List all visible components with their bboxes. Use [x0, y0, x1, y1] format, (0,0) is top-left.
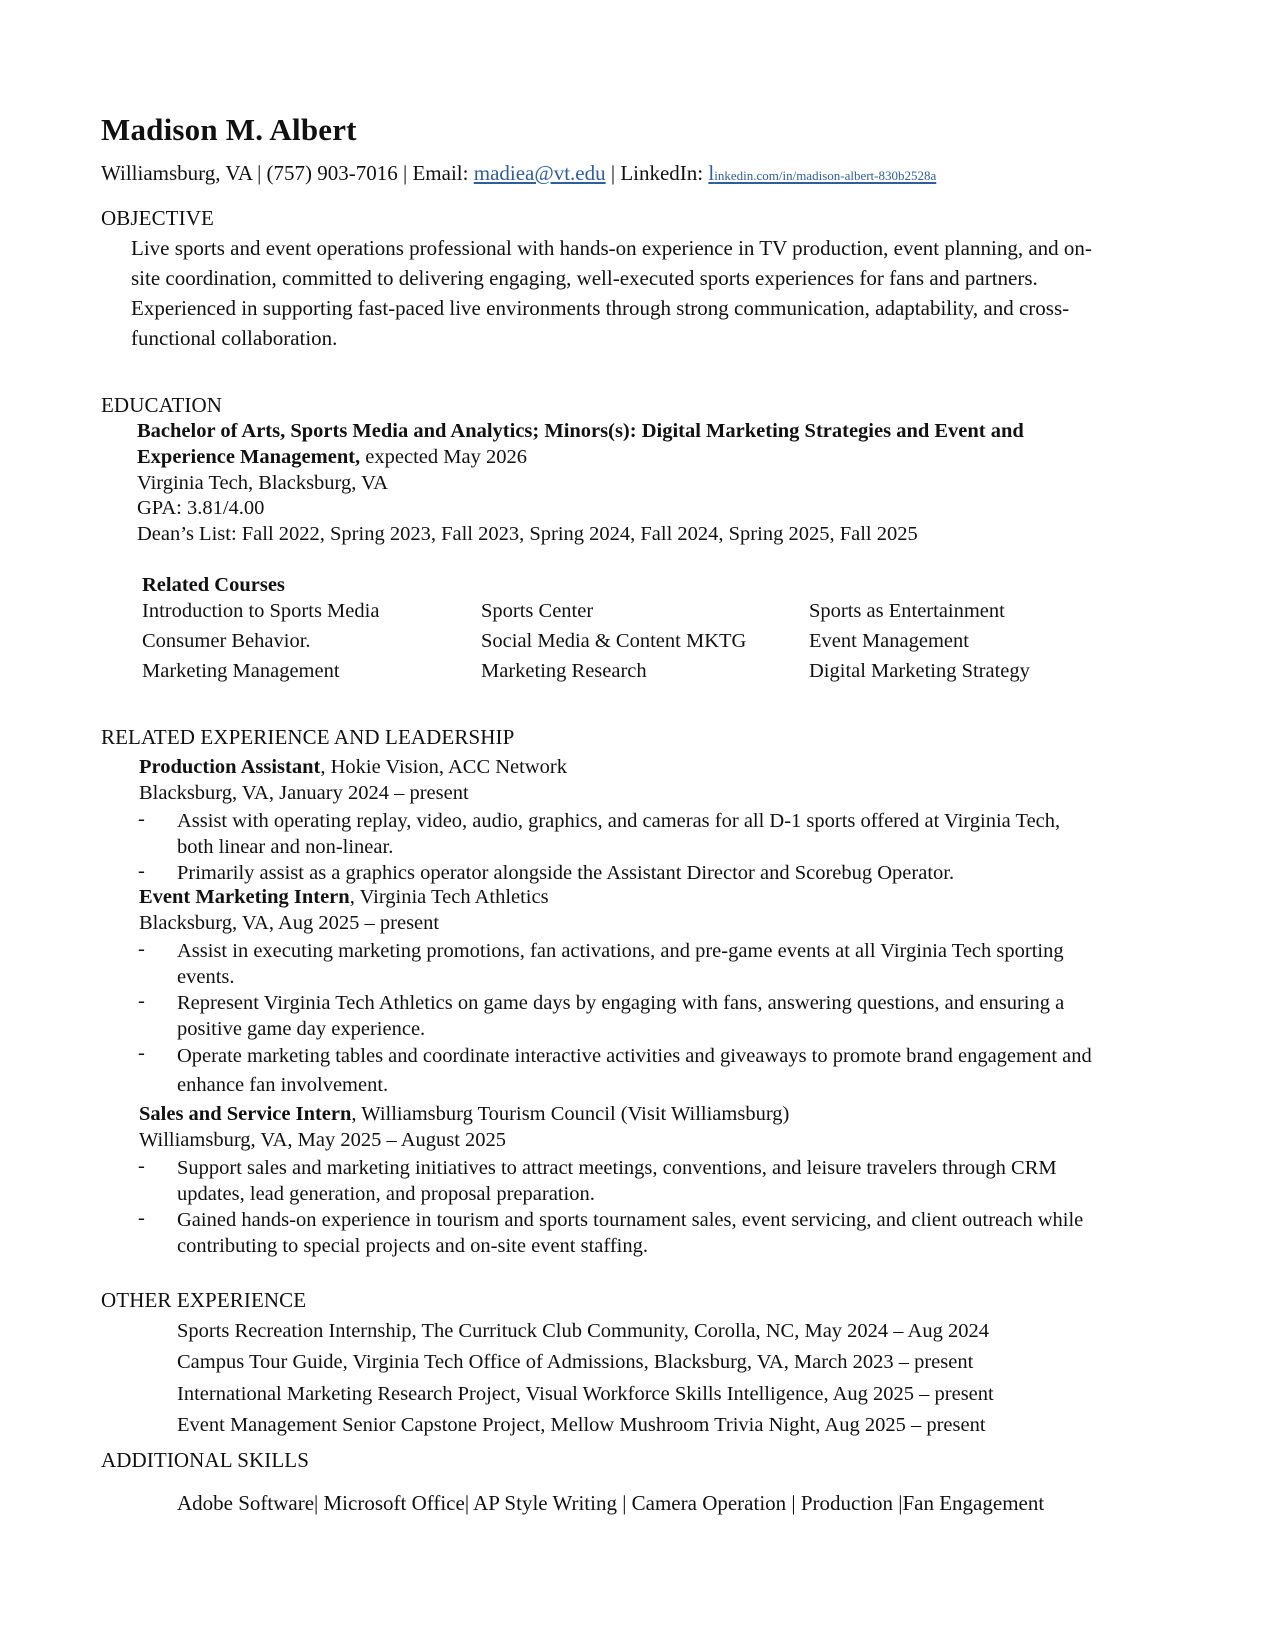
course-item: Consumer Behavior. — [142, 630, 311, 652]
job-title-line — [139, 1103, 789, 1126]
bullet-item — [177, 990, 1187, 1042]
other-experience-heading: OTHER EXPERIENCE — [101, 1288, 307, 1312]
resume-name: Madison M. Albert — [101, 112, 357, 147]
objective-line: functional collaboration. — [131, 326, 338, 350]
bullet-item — [177, 1042, 1187, 1100]
course-item: Sports as Entertainment — [809, 600, 1005, 622]
job-title-line — [139, 886, 549, 909]
school-line: Virginia Tech, Blacksburg, VA — [137, 472, 389, 494]
contact-prefix: Williamsburg, VA | (757) 903-7016 | Email: — [101, 161, 474, 185]
degree-expected: expected May 2026 — [360, 446, 527, 468]
course-item: Introduction to Sports Media — [142, 600, 380, 622]
course-item: Marketing Management — [142, 660, 340, 682]
bullet-item — [177, 860, 1187, 886]
courses-heading: Related Courses — [142, 574, 285, 596]
bullet-line: Support sales and marketing initiatives to attract meetings, conventions, and leisure travelers through CRM — [177, 1157, 1057, 1179]
job-title-line — [139, 756, 567, 779]
job-org: , Hokie Vision, ACC Network — [320, 756, 567, 778]
bullet-line: enhance fan involvement. — [177, 1074, 389, 1096]
job-title: Event Marketing Intern — [139, 886, 350, 908]
bullet-dash: - — [138, 860, 145, 882]
gpa-line: GPA: 3.81/4.00 — [137, 497, 265, 519]
course-item: Digital Marketing Strategy — [809, 660, 1030, 682]
bullet-dash: - — [138, 1207, 145, 1229]
other-experience-item: International Marketing Research Project, Visual Workforce Skills Intelligence, Aug 2025 – present — [177, 1383, 994, 1405]
bullet-dash: - — [138, 990, 145, 1012]
other-experience-item: Sports Recreation Internship, The Currituck Club Community, Corolla, NC, May 2024 – Aug 2024 — [177, 1320, 989, 1342]
bullet-line: Assist with operating replay, video, audio, graphics, and cameras for all D-1 sports offered at Virginia Tech, — [177, 810, 1061, 832]
objective-paragraph — [131, 233, 1176, 353]
linkedin-link[interactable] — [708, 161, 936, 185]
bullet-line: Represent Virginia Tech Athletics on game days by engaging with fans, answering questions, and ensuring a — [177, 992, 1065, 1014]
job-org: , Williamsburg Tourism Council (Visit Williamsburg) — [351, 1103, 790, 1125]
bullet-dash: - — [138, 1155, 145, 1177]
other-experience-item: Campus Tour Guide, Virginia Tech Office of Admissions, Blacksburg, VA, March 2023 – present — [177, 1351, 974, 1373]
linkedin-first-letter: l — [708, 161, 715, 185]
skills-list: Adobe Software| Microsoft Office| AP Style Writing | Camera Operation | Production |Fan Engagement — [177, 1491, 1045, 1515]
job-location-date: Blacksburg, VA, Aug 2025 – present — [139, 912, 440, 934]
job-location-date: Williamsburg, VA, May 2025 – August 2025 — [139, 1129, 507, 1151]
bullet-line: positive game day experience. — [177, 1018, 426, 1040]
bullet-line: Operate marketing tables and coordinate interactive activities and giveaways to promote brand engagement and — [177, 1045, 1092, 1067]
bullet-line: events. — [177, 966, 235, 988]
objective-line: Live sports and event operations professional with hands-on experience in TV production, event planning, and on- — [131, 236, 1092, 260]
bullet-dash: - — [138, 938, 145, 960]
bullet-item — [177, 1207, 1187, 1259]
course-item: Event Management — [809, 630, 969, 652]
degree-line: Bachelor of Arts, Sports Media and Analytics; Minors(s): Digital Marketing Strategies and Event and — [137, 420, 1024, 442]
experience-heading: RELATED EXPERIENCE AND LEADERSHIP — [101, 725, 515, 749]
course-item: Social Media & Content MKTG — [481, 630, 747, 652]
objective-line: Experienced in supporting fast-paced live environments through strong communication, adaptability, and cross- — [131, 296, 1070, 320]
bullet-line: contributing to special projects and on-site event staffing. — [177, 1235, 648, 1257]
education-heading: EDUCATION — [101, 393, 223, 417]
bullet-line: Gained hands-on experience in tourism and sports tournament sales, event servicing, and client outreach while — [177, 1209, 1084, 1231]
bullet-dash: - — [138, 1042, 145, 1064]
deans-list-line: Dean’s List: Fall 2022, Spring 2023, Fall 2023, Spring 2024, Fall 2024, Spring 2025, Fall 2025 — [137, 523, 918, 545]
bullet-dash: - — [138, 808, 145, 830]
bullet-line: updates, lead generation, and proposal preparation. — [177, 1183, 595, 1205]
degree-major: Experience Management, — [137, 446, 361, 468]
objective-heading: OBJECTIVE — [101, 206, 214, 230]
contact-mid: | LinkedIn: — [605, 161, 709, 185]
bullet-item — [177, 808, 1187, 860]
other-experience-item: Event Management Senior Capstone Project, Mellow Mushroom Trivia Night, Aug 2025 – present — [177, 1414, 986, 1436]
contact-line — [101, 161, 936, 186]
course-item: Sports Center — [481, 600, 594, 622]
objective-line: site coordination, committed to delivering engaging, well-executed sports experiences for fans and partners. — [131, 266, 1038, 290]
job-location-date: Blacksburg, VA, January 2024 – present — [139, 782, 469, 804]
degree-line-2 — [137, 446, 527, 469]
bullet-item — [177, 938, 1187, 990]
skills-heading: ADDITIONAL SKILLS — [101, 1448, 309, 1472]
job-org: , Virginia Tech Athletics — [349, 886, 549, 908]
bullet-item — [177, 1155, 1187, 1207]
bullet-line: Primarily assist as a graphics operator alongside the Assistant Director and Scorebug Operator. — [177, 862, 955, 884]
email-link[interactable]: madiea@vt.edu — [473, 161, 606, 185]
course-item: Marketing Research — [481, 660, 647, 682]
job-title: Production Assistant — [139, 756, 321, 778]
job-title: Sales and Service Intern — [139, 1103, 352, 1125]
linkedin-url: inkedin.com/in/madison-albert-830b2528a — [714, 168, 937, 183]
bullet-line: Assist in executing marketing promotions, fan activations, and pre-game events at all Virginia Tech sporting — [177, 940, 1064, 962]
bullet-line: both linear and non-linear. — [177, 836, 394, 858]
